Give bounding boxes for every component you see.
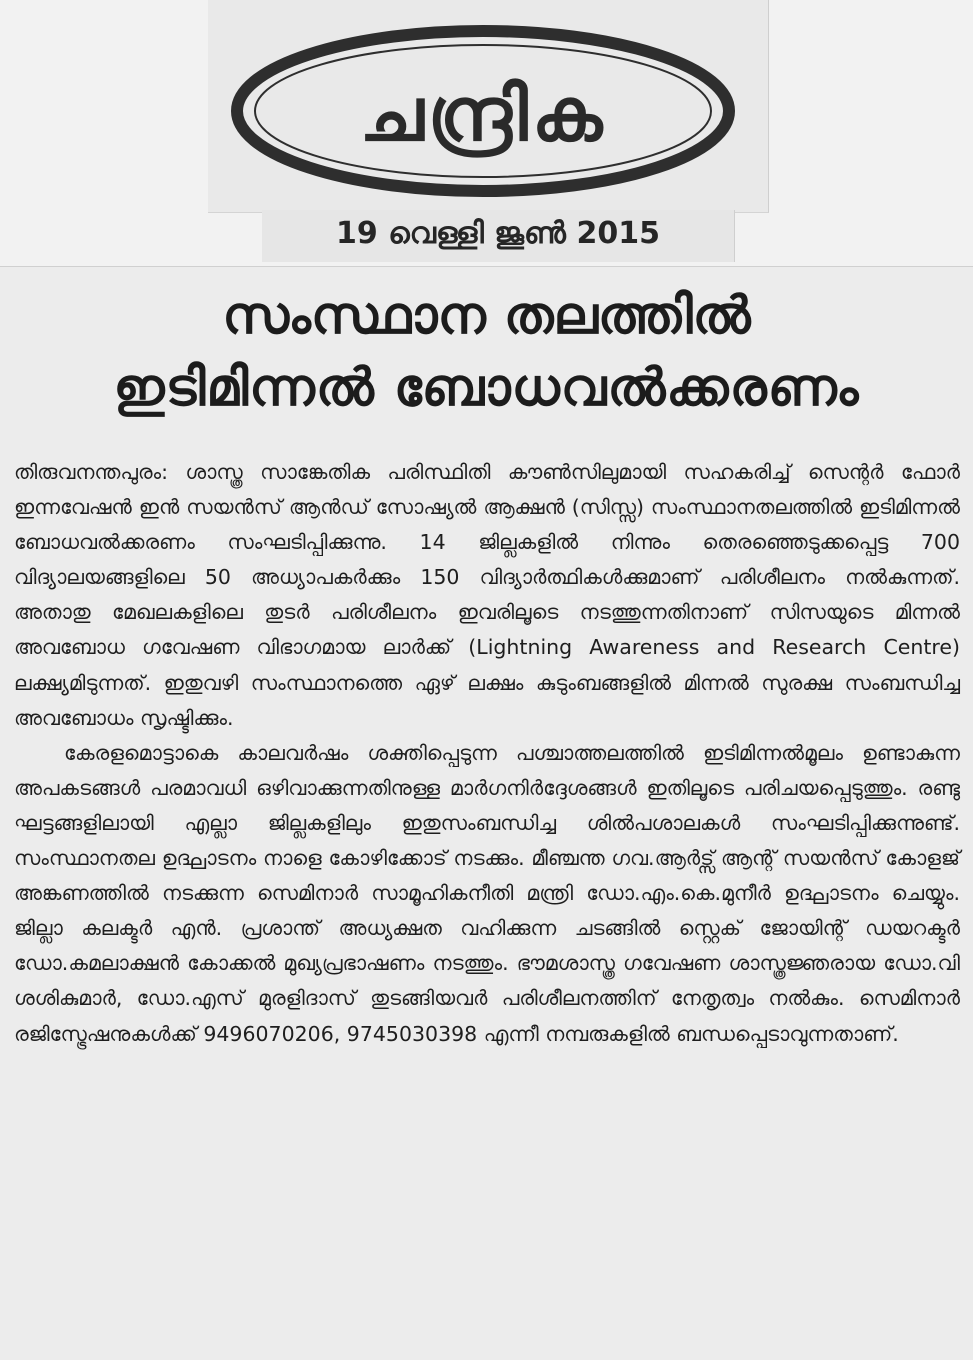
- article-clipping: [0, 266, 973, 1360]
- logo-text: ചന്ദ്രിക: [359, 72, 607, 158]
- headline-line-1: സംസ്ഥാന തലത്തിൽ: [222, 286, 751, 346]
- article-paragraph-2: കേരളമൊട്ടാകെ കാലവർഷം ശക്തിപ്പെടുന്ന പശ്ചാത്തലത്തിൽ ഇടിമിന്നൽമൂലം ഉണ്ടാകുന്ന അപകടങ്ങൾ പരമാവധി ഒഴിവാക്കുന്നതിനുള്ള മാർഗനിർദ്ദേശങ്ങൾ ഇതിലൂടെ പരിചയപ്പെടുത്തും. രണ്ടു ഘട്ടങ്ങളിലായി എല്ലാ ജില്ലകളിലും ഇതുസംബന്ധിച്ച ശിൽപശാലകൾ സംഘടിപ്പിക്കുന്നുണ്ട്. സംസ്ഥാനതല ഉദ്ഘാടനം നാളെ കോഴിക്കോട് നടക്കും. മീഞ്ചന്ത ഗവ.ആർട്സ് ആന്റ് സയൻസ് കോളജ് അങ്കണത്തിൽ നടക്കുന്ന സെമിനാർ സാമൂഹികനീതി മന്ത്രി ഡോ.എം.കെ.മുനീർ ഉദ്ഘാടനം ചെയ്യും. ജില്ലാ കലക്ടർ എൻ. പ്രശാന്ത് അധ്യക്ഷത വഹിക്കുന്ന ചടങ്ങിൽ സ്റ്റെക് ജോയിന്റ് ഡയറക്ടർ ഡോ.കമലാക്ഷൻ കോക്കൽ മുഖ്യപ്രഭാഷണം നടത്തും. ഭൗമശാസ്ത്ര ഗവേഷണ ശാസ്ത്രജ്ഞരായ ഡോ.വി ശശികുമാർ, ഡോ.എസ് മുരളിദാസ് തുടങ്ങിയവർ പരിശീലനത്തിന് നേതൃത്വം നൽകും. സെമിനാർ രജിസ്ട്രേഷനുകൾക്ക് 9496070206, 9745030398 എന്നീ നമ്പരുകളിൽ ബന്ധപ്പെടാവുന്നതാണ്.: [14, 740, 960, 1046]
- headline-line-2: ഇടിമിന്നൽ ബോധവൽക്കരണം: [113, 358, 860, 418]
- newspaper-logo: [228, 22, 738, 200]
- dateline-clipping: [262, 210, 735, 262]
- article-paragraph-1: തിരുവനന്തപുരം: ശാസ്ത്ര സാങ്കേതിക പരിസ്ഥിതി കൗൺസിലുമായി സഹകരിച്ച് സെന്റർ ഫോർ ഇന്നവേഷൻ ഇൻ സയൻസ് ആൻഡ് സോഷ്യൽ ആക്ഷൻ (സിസ്സ) സംസ്ഥാനതലത്തിൽ ഇടിമിന്നൽ ബോധവൽക്കരണം സംഘടിപ്പിക്കുന്നു. 14 ജില്ലകളിൽ നിന്നും തെരഞ്ഞെടുക്കപ്പെട്ട 700 വിദ്യാലയങ്ങളിലെ 50 അധ്യാപകർക്കും 150 വിദ്യാർത്ഥികൾക്കുമാണ് പരിശീലനം നൽകുന്നത്. അതാതു മേഖലകളിലെ തുടർ പരിശീലനം ഇവരിലൂടെ നടത്തുന്നതിനാണ് സിസയുടെ മിന്നൽ അവബോധ ഗവേഷണ വിഭാഗമായ ലാർക്ക് (Lightning Awareness and Research Centre) ലക്ഷ്യമിടുന്നത്. ഇതുവഴി സംസ്ഥാനത്തെ ഏഴ് ലക്ഷം കുടുംബങ്ങളിൽ മിന്നൽ സുരക്ഷ സംബന്ധിച്ച അവബോധം സൃഷ്ടിക്കും.: [14, 460, 960, 730]
- article-headline: [10, 281, 963, 425]
- article-body: [14, 455, 960, 1052]
- publication-date: 19 വെള്ളി ജൂൺ 2015: [336, 216, 660, 251]
